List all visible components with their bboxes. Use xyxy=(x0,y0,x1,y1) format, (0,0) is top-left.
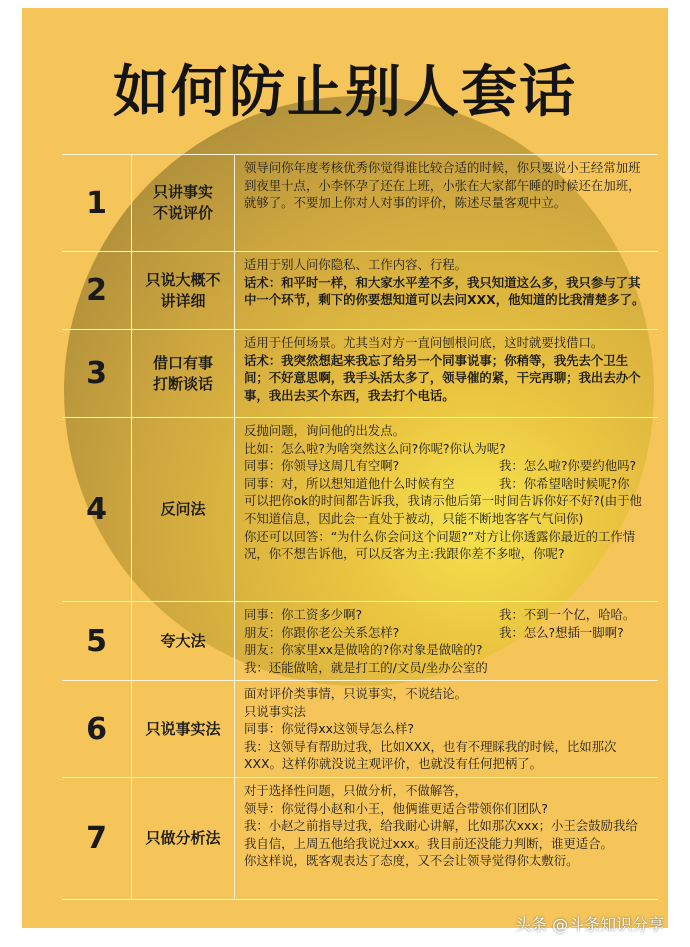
row-method-label: 只做分析法 xyxy=(145,829,221,847)
dialogue-right: 我：不到一个亿，哈哈。 xyxy=(499,607,636,622)
row-description xyxy=(235,778,658,899)
desc-line: 反抛问题，询问他的出发点。 xyxy=(244,423,406,438)
tips-table xyxy=(62,154,658,900)
dialogue-right: 我：怎么?想插一脚啊? xyxy=(499,624,624,640)
row-description xyxy=(235,681,658,777)
row-number: 1 xyxy=(62,155,132,251)
row-method xyxy=(132,252,235,329)
row-description xyxy=(235,602,658,680)
row-method xyxy=(132,778,235,899)
table-row xyxy=(62,681,658,778)
row-description xyxy=(235,155,658,251)
row-method xyxy=(132,681,235,777)
desc-line: 领导问你年度考核优秀你觉得谁比较合适的时候，你只要说小王经常加班到夜里十点，小李怀孕了还在上班，小张在大家都午睡的时候还在加班，就够了。不要加上你对人对事的评价，陈述尽量客观中立。 xyxy=(244,160,641,211)
dialogue-pair xyxy=(244,624,650,642)
watermark: 头条 @斗条知识分享 xyxy=(515,915,665,934)
row-number: 6 xyxy=(62,681,132,777)
desc-line: 比如：怎么啦?为啥突然这么问?你呢?你认为呢? xyxy=(244,440,506,456)
row-number: 3 xyxy=(62,330,132,417)
dialogue-pair xyxy=(244,457,650,475)
row-description xyxy=(235,418,658,601)
row-method-label: 只说事实法 xyxy=(145,719,221,738)
table-row xyxy=(62,155,658,252)
desc-line: 适用于任何场景。尤其当对方一直问刨根问底，这时就要找借口。 xyxy=(244,335,604,350)
row-method-label: 反问法 xyxy=(160,500,206,518)
row-description xyxy=(235,330,658,417)
desc-line: 面对评价类事情，只说事实，不说结论。 xyxy=(244,686,468,701)
table-row xyxy=(62,602,658,681)
desc-line: 可以把你ok的时间都告诉我，我请示他后第一时间告诉你好不好?(由于他不知道信息，因此会一直处于被动，只能不断地客客气气问你) xyxy=(244,493,642,526)
row-method xyxy=(132,418,235,601)
desc-line: 话术：我突然想起来我忘了给另一个同事说事；你稍等，我先去个卫生间；不好意思啊，我手头活太多了，领导催的紧，干完再聊；我出去办个事，我出去买个东西，我去打个电话。 xyxy=(244,352,641,403)
desc-line: 只说事实法 xyxy=(244,703,306,719)
table-row xyxy=(62,330,658,418)
row-number: 4 xyxy=(62,418,132,601)
dialogue-left: 同事：你领导这周几有空啊? xyxy=(244,458,400,474)
table-row xyxy=(62,418,658,602)
page-title: 如何防止别人套话 xyxy=(113,60,577,125)
desc-line: 你这样说，既客观表达了态度，又不会让领导觉得你太敷衍。 xyxy=(244,853,579,869)
dialogue-pair xyxy=(244,606,650,624)
desc-line: 你还可以回答：“为什么你会问这个问题?”对方让你透露你最近的工作情况，你不想告诉他，可以反客为主:我跟你差不多啦，你呢? xyxy=(244,528,636,562)
row-number: 2 xyxy=(62,252,132,329)
desc-line: 话术：和平时一样，和大家水平差不多，我只知道这么多，我只参与了其中一个环节，剩下的你要想知道可以去问XXX，他知道的比我清楚多了。 xyxy=(244,274,645,308)
table-row xyxy=(62,778,658,900)
row-number: 7 xyxy=(62,778,132,899)
dialogue-left: 同事：你工资多少啊? xyxy=(244,607,363,622)
dialogue-pair xyxy=(244,475,650,493)
desc-line: 我：这领导有帮助过我，比如XXX，也有不理睬我的时候，比如那次XXX。这样你就没说主观评价，也就没有任何把柄了。 xyxy=(244,738,617,772)
desc-line: 朋友：你家里xx是做啥的?你对象是做啥的? xyxy=(244,642,483,658)
row-number: 5 xyxy=(62,602,132,680)
row-method xyxy=(132,155,235,251)
row-description xyxy=(235,252,658,329)
poster xyxy=(22,8,668,928)
row-method xyxy=(132,602,235,680)
desc-line: 适用于别人问你隐私、工作内容、行程。 xyxy=(244,257,468,272)
desc-line: 对于选择性问题，只做分析，不做解答， xyxy=(244,783,468,798)
row-method-label: 借口有事 打断谈话 xyxy=(152,353,213,393)
dialogue-left: 同事：对，所以想知道他什么时候有空 xyxy=(244,475,455,491)
row-method-label: 夸大法 xyxy=(160,631,206,650)
desc-line: 领导：你觉得小赵和小王，他俩谁更适合带领你们团队? xyxy=(244,800,548,816)
row-method-label: 只说大概不 讲详细 xyxy=(145,270,221,310)
dialogue-right: 我：怎么啦?你要约他吗? xyxy=(499,458,637,474)
desc-line: 我：小赵之前指导过我，给我耐心讲解，比如那次xxx；小王会鼓励我给我自信，上周五他给我说过xxx。我目前还没能力判断，谁更适合。 xyxy=(244,818,638,851)
table-row xyxy=(62,252,658,330)
dialogue-right: 我：你希望啥时候呢?你 xyxy=(499,475,630,491)
desc-line: 我：还能做啥，就是打工的/文员/坐办公室的 xyxy=(244,659,488,675)
row-method xyxy=(132,330,235,417)
row-method-label: 只讲事实 不说评价 xyxy=(152,183,213,222)
desc-line: 同事：你觉得xx这领导怎么样? xyxy=(244,721,414,737)
dialogue-left: 朋友：你跟你老公关系怎样? xyxy=(244,624,400,640)
